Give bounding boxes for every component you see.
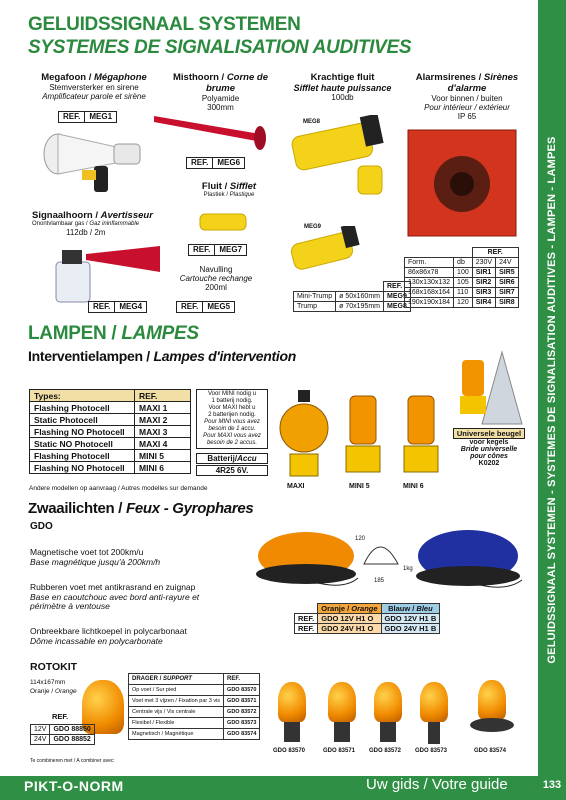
sidebar-text: GELUIDSSIGNAAL SYSTEMEN - SYSTEMES DE SIGNALISATION AUDITIVES - LAMPEN - LAMPES [546,136,558,664]
battery-note: Voor MINI nodig u 1 batterij nodig. Voor MAXI hebt u 2 batterijen nodig. Pour MINI vous avez besoin de 1 accu. Pour MAXI vous avez besoin de 2 accus. [196,389,268,449]
lampen-title: LAMPEN / LAMPES [28,323,199,344]
table-row: Centrale vijs / Vis centrale GDO 83572 [129,707,260,718]
zwaai-title: Zwaailichten / Feux - Gyrophares [28,500,254,517]
alarm-block: Alarmsirenes / Sirènes d'alarme Voor binnen / buiten Pour intérieur / extérieur IP 65 [397,72,537,121]
support-label: GDO 83570 [273,748,306,754]
page-number: 133 [540,774,564,796]
megafoon-ref: REF. MEG1 [58,111,117,123]
misthoorn-title: Misthoorn / [172,72,227,83]
trump-table: REF. Mini-Trump ø 50x160mm MEG9 Trump ø 70x195mm MEG8 [293,281,411,312]
table-row: 190x190x184 120 SIR4 SIR8 [405,298,519,308]
rotokit-note: Te combineren met / A combiner avec: [30,758,115,764]
table-row: 12V GDO 88850 [31,725,95,735]
support-label: GDO 83573 [415,748,448,754]
table-row: Magnetisch / Magnétique GDO 83574 [129,729,260,740]
sifflet-block: Fluit / Sifflet Plastiek / Plastique [201,181,257,198]
drager-table: DRAGER / SUPPORT REF. Op voet / Sur pied GDO 83570 Voet met 3 vijzen / Fixation par 3 vis GDO 83571 Centrale vijs / Vis centrale GDO 83572 Flexibel / Flexible GDO 83573 Magnetisch / Magnétique GDO 83574 [128,673,260,740]
signaalhoorn-block: Signaalhoorn / Avertisseur Onontvlambaar gas / Gaz ininflammable 112db / 2m [32,210,182,237]
meg8-label: MEG8 [303,119,321,125]
lampen-subtitle: Interventielampen / Lampes d'intervention [28,348,296,364]
dim-width: 185 [374,578,385,584]
misthoorn-line2: 300mm [207,103,234,112]
navulling-block [166,265,266,292]
navulling-ref: REF. MEG5 [176,301,235,313]
mini6-label: MINI 6 [403,483,424,490]
fluit-title-fr: Sifflet haute puissance [293,83,392,93]
table-row: Trump ø 70x195mm MEG8 [294,302,411,312]
support-label: GDO 83572 [369,748,402,754]
megafoon-line1: Stemversterker en sirene [49,83,139,92]
support-83572-image [374,682,402,722]
table-row: 130x130x132 105 SIR2 SIR6 [405,278,519,288]
signaalhoorn-ref: REF. MEG4 [88,301,147,313]
alarm-table: REF. Form. db 230V 24V 86x86x78 100 SIR1 SIR5 130x130x132 105 SIR2 SIR6 168x168x164 110 SIR3 SIR7 190x190x184 120 SIR4 SIR8 [404,247,519,308]
navulling-line3: 200ml [205,283,227,292]
navulling-line1: Navulling [199,265,233,274]
support-label: GDO 83574 [474,748,507,754]
table-row: Flexibel / Flexible GDO 83573 [129,718,260,729]
brand-logo: PIKT-O-NORM [24,778,124,794]
gdo-table: Oranje / Orange Blauw / Bleu REF. GDO 12V H1 O GDO 12V H1 B REF. GDO 24V H1 O GDO 24V H1 B [294,603,440,634]
mini5-label: MINI 5 [349,483,370,490]
battery-value: 4R25 6V. [196,465,268,476]
misthoorn-block: Misthoorn / Corne de brume Polyamide 300mm [158,72,283,112]
table-row: 168x168x164 110 SIR3 SIR7 [405,288,519,298]
dim-weight: 1kg [403,566,413,572]
sifflet-title: Fluit / [201,181,230,192]
navulling-line2: Cartouche rechange [179,274,253,283]
lamp-mini6-image [396,388,446,480]
table-row: 86x86x78 100 SIR1 SIR5 [405,268,519,278]
megafoon-block: Megafoon / Mégaphone Stemversterker en sirene Amplificateur parole et sirène [34,72,154,101]
table-row: Voet met 3 vijzen / Fixation par 3 vis GDO 83571 [129,696,260,707]
maxi-label: MAXI [287,483,305,490]
foghorn-image [150,108,270,158]
alarm-line1: Voor binnen / buiten [431,94,503,103]
beugel-block: Universele beugel voor kegels Bride universelle pour cônes K0202 [453,428,525,467]
whistle-part-image [352,160,392,200]
whistle-meg9-image [282,226,382,286]
gyrophare-blue-image [414,520,530,594]
table-row: Static Photocell MAXI 2 [30,414,191,426]
page-title: GELUIDSSIGNAAL SYSTEMEN [28,14,301,35]
gyrophare-orange-image [254,520,364,592]
megafoon-title: Megafoon / [41,72,94,83]
table-row: REF. GDO 12V H1 O GDO 12V H1 B [295,614,440,624]
cone-bracket-image [452,346,528,426]
table-row: Flashing NO Photocell MINI 6 [30,462,191,474]
table-row: 24V GDO 88852 [31,735,95,745]
types-table: Types: REF. Flashing Photocell MAXI 1 Static Photocell MAXI 2 Flashing NO Photocell MAXI 3 Static NO Photocell MAXI 4 Flashing Photocell MINI 5 Flashing NO Photocell MINI 6 [29,389,191,474]
support-83571-base [334,722,350,742]
megaphone-image [36,126,156,206]
zwaai-p3: Onbreekbare lichtkoepel in polycarbonaat Dôme incassable en polycarbonate [30,626,187,646]
signaalhoorn-title: Signaalhoorn / [32,210,101,221]
gdo-label: GDO [30,521,53,532]
rotokit-dim: 114x167mm [30,679,66,686]
plastic-whistle-image [196,208,256,238]
table-row: Static NO Photocell MAXI 4 [30,438,191,450]
fluit-block [290,72,395,102]
table-row: Flashing Photocell MINI 5 [30,450,191,462]
support-83573-image [420,682,448,722]
support-83571-image [328,682,356,722]
table-row: REF. GDO 24V H1 O GDO 24V H1 B [295,624,440,634]
misthoorn-ref: REF. MEG6 [186,157,245,169]
meg9-label: MEG9 [304,224,322,230]
support-label: GDO 83571 [323,748,356,754]
support-83572-base [380,722,396,742]
misthoorn-line1: Polyamide [201,94,240,103]
support-83574-base [470,718,514,732]
zwaai-p2: Rubberen voet met antikrasrand en zuignap Base en caoutchouc avec bord anti-rayure et périmètre à ventouse [30,582,200,611]
dimension-diagram [358,524,408,574]
battery-label: Batterij/Accu [196,453,268,464]
air-horn-image [50,244,170,304]
dim-height: 120 [355,536,366,542]
signaalhoorn-line2: 112db / 2m [66,228,106,237]
rotokit-ref-label: REF. [52,712,69,721]
alarm-line3: IP 65 [457,112,477,121]
zwaai-p1: Magnetische voet tot 200km/u Base magnétique jusqu'à 200km/h [30,547,161,567]
other-models-note: Andere modellen op aanvraag / Autres modelles sur demande [29,485,208,492]
lamp-maxi-image [276,388,332,480]
rotokit-title: ROTOKIT [30,661,78,673]
support-83570-base [284,722,300,742]
footer-tagline: Uw gids / Votre guide [366,776,508,793]
table-row: Op voet / Sur pied GDO 83570 [129,685,260,696]
lamp-mini5-image [338,388,388,480]
fluit-line1: 100db [331,93,354,102]
rotokit-ref-table [30,724,95,745]
sidebar-band [538,0,566,800]
page-subtitle: SYSTEMES DE SIGNALISATION AUDITIVES [28,37,412,58]
support-83570-image [278,682,306,722]
alarm-line2: Pour intérieur / extérieur [424,103,510,112]
table-row: Flashing Photocell MAXI 1 [30,402,191,414]
support-83574-image [478,680,506,720]
alarm-title: Alarmsirenes / [415,72,484,83]
alarm-siren-image [402,124,532,242]
support-83573-base [428,722,440,744]
megafoon-line2: Amplificateur parole et sirène [42,92,146,101]
rotokit-color: Oranje / Orange [30,688,77,695]
fluit-title: Krachtige fluit [310,72,375,83]
table-row: Flashing NO Photocell MAXI 3 [30,426,191,438]
sifflet-ref: REF. MEG7 [188,244,247,256]
table-row: Mini-Trump ø 50x160mm MEG9 [294,292,411,302]
